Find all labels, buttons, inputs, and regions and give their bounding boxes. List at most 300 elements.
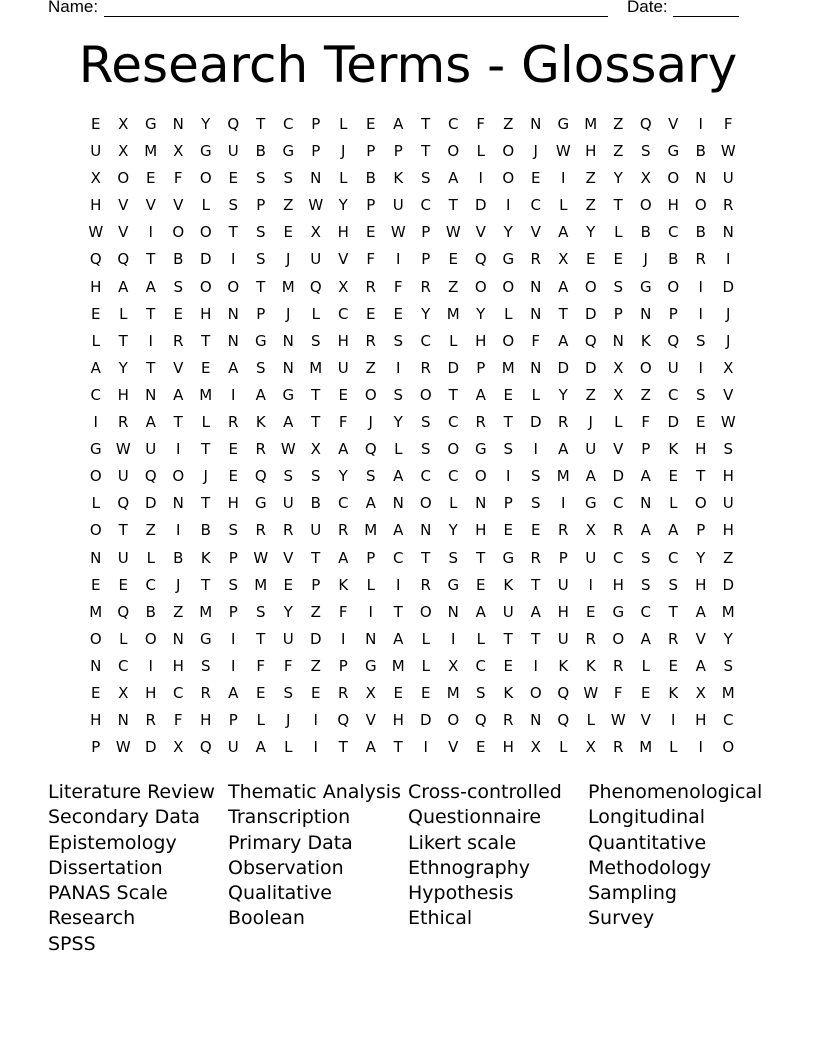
grid-letter[interactable]: Q <box>474 250 487 269</box>
grid-letter[interactable]: L <box>421 629 430 648</box>
grid-letter[interactable]: T <box>311 385 321 404</box>
grid-letter[interactable]: O <box>667 169 680 188</box>
grid-letter[interactable]: V <box>365 711 376 730</box>
grid-letter[interactable]: Q <box>639 115 652 133</box>
grid-letter[interactable]: D <box>419 711 432 730</box>
grid-letter[interactable]: S <box>228 521 239 540</box>
grid-letter[interactable]: G <box>612 602 625 621</box>
grid-letter[interactable]: E <box>503 521 513 540</box>
grid-letter[interactable]: T <box>503 413 513 432</box>
grid-letter[interactable]: K <box>558 656 569 675</box>
grid-letter[interactable]: C <box>448 467 459 486</box>
grid-letter[interactable]: E <box>696 413 706 432</box>
grid-letter[interactable]: S <box>420 169 431 188</box>
grid-letter[interactable]: M <box>309 358 323 377</box>
grid-letter[interactable]: I <box>506 467 511 486</box>
grid-letter[interactable]: T <box>256 115 266 133</box>
grid-letter[interactable]: G <box>199 142 212 161</box>
grid-letter[interactable]: L <box>586 711 595 730</box>
grid-letter[interactable]: O <box>502 142 515 161</box>
grid-letter[interactable]: G <box>502 250 515 269</box>
grid-letter[interactable]: V <box>723 385 734 404</box>
grid-letter[interactable]: I <box>148 223 153 242</box>
grid-letter[interactable]: T <box>146 304 156 323</box>
grid-letter[interactable]: N <box>640 304 652 323</box>
grid-letter[interactable]: Q <box>667 331 680 350</box>
grid-letter[interactable]: N <box>447 602 459 621</box>
grid-letter[interactable]: E <box>118 575 128 594</box>
grid-letter[interactable]: U <box>557 575 569 594</box>
grid-letter[interactable]: E <box>476 738 486 757</box>
grid-letter[interactable]: V <box>118 223 129 242</box>
grid-letter[interactable]: U <box>117 467 129 486</box>
grid-letter[interactable]: W <box>88 223 104 242</box>
grid-letter[interactable]: R <box>420 358 431 377</box>
grid-letter[interactable]: A <box>640 467 651 486</box>
grid-letter[interactable]: R <box>255 440 266 459</box>
grid-letter[interactable]: I <box>506 196 511 215</box>
grid-letter[interactable]: X <box>723 358 734 377</box>
grid-letter[interactable]: I <box>478 169 483 188</box>
grid-letter[interactable]: S <box>310 467 321 486</box>
grid-letter[interactable]: M <box>446 683 460 702</box>
grid-letter[interactable]: O <box>639 196 652 215</box>
grid-letter[interactable]: S <box>255 169 266 188</box>
grid-letter[interactable]: P <box>228 711 238 730</box>
grid-letter[interactable]: I <box>231 656 236 675</box>
grid-letter[interactable]: R <box>365 331 376 350</box>
grid-letter[interactable]: J <box>286 304 291 323</box>
grid-letter[interactable]: A <box>640 629 651 648</box>
grid-letter[interactable]: T <box>228 223 238 242</box>
grid-letter[interactable]: C <box>448 413 459 432</box>
grid-letter[interactable]: Y <box>503 223 513 242</box>
grid-letter[interactable]: I <box>93 413 98 432</box>
grid-letter[interactable]: N <box>722 223 734 242</box>
grid-letter[interactable]: A <box>393 115 404 133</box>
grid-letter[interactable]: G <box>584 494 597 513</box>
grid-letter[interactable]: V <box>118 196 129 215</box>
grid-letter[interactable]: D <box>722 575 735 594</box>
grid-letter[interactable]: K <box>393 169 404 188</box>
grid-letter[interactable]: W <box>115 738 131 757</box>
grid-letter[interactable]: H <box>200 711 212 730</box>
grid-letter[interactable]: H <box>337 223 349 242</box>
grid-letter[interactable]: O <box>199 223 212 242</box>
grid-letter[interactable]: R <box>558 413 569 432</box>
grid-letter[interactable]: D <box>584 304 597 323</box>
grid-letter[interactable]: G <box>282 142 295 161</box>
grid-letter[interactable]: M <box>556 467 570 486</box>
grid-letter[interactable]: O <box>199 277 212 296</box>
grid-letter[interactable]: T <box>256 277 266 296</box>
grid-letter[interactable]: Z <box>448 277 459 296</box>
grid-letter[interactable]: K <box>668 683 679 702</box>
grid-letter[interactable]: X <box>640 169 651 188</box>
grid-letter[interactable]: N <box>117 711 129 730</box>
grid-letter[interactable]: H <box>502 738 514 757</box>
name-blank-line[interactable] <box>104 16 608 17</box>
grid-letter[interactable]: G <box>557 115 570 133</box>
grid-letter[interactable]: T <box>448 385 458 404</box>
grid-letter[interactable]: L <box>449 331 458 350</box>
grid-letter[interactable]: T <box>558 304 568 323</box>
grid-letter[interactable]: L <box>641 656 650 675</box>
grid-letter[interactable]: T <box>393 602 403 621</box>
grid-letter[interactable]: K <box>200 548 211 567</box>
grid-letter[interactable]: Q <box>337 711 350 730</box>
grid-letter[interactable]: X <box>118 115 129 133</box>
grid-letter[interactable]: S <box>255 250 266 269</box>
grid-letter[interactable]: Z <box>585 385 596 404</box>
grid-letter[interactable]: S <box>283 683 294 702</box>
grid-letter[interactable]: X <box>118 142 129 161</box>
date-blank-line[interactable] <box>673 16 739 17</box>
grid-letter[interactable]: I <box>396 250 401 269</box>
grid-letter[interactable]: U <box>310 521 322 540</box>
grid-letter[interactable]: U <box>502 602 514 621</box>
grid-letter[interactable]: I <box>396 575 401 594</box>
grid-letter[interactable]: K <box>585 656 596 675</box>
grid-letter[interactable]: Y <box>338 467 348 486</box>
grid-letter[interactable]: T <box>201 440 211 459</box>
grid-letter[interactable]: A <box>255 738 266 757</box>
grid-letter[interactable]: Q <box>227 115 240 133</box>
grid-letter[interactable]: D <box>309 629 322 648</box>
grid-letter[interactable]: H <box>117 385 129 404</box>
grid-letter[interactable]: S <box>613 277 624 296</box>
grid-letter[interactable]: N <box>90 548 102 567</box>
grid-letter[interactable]: F <box>393 277 403 296</box>
grid-letter[interactable]: J <box>176 575 181 594</box>
grid-letter[interactable]: E <box>91 683 101 702</box>
grid-letter[interactable]: S <box>365 467 376 486</box>
grid-letter[interactable]: R <box>283 521 294 540</box>
grid-letter[interactable]: N <box>392 494 404 513</box>
grid-letter[interactable]: C <box>338 494 349 513</box>
grid-letter[interactable]: B <box>173 548 184 567</box>
grid-letter[interactable]: T <box>393 738 403 757</box>
grid-letter[interactable]: X <box>558 250 569 269</box>
grid-letter[interactable]: U <box>227 142 239 161</box>
grid-letter[interactable]: I <box>231 385 236 404</box>
grid-letter[interactable]: Q <box>557 683 570 702</box>
grid-letter[interactable]: G <box>282 385 295 404</box>
grid-letter[interactable]: M <box>721 602 735 621</box>
grid-letter[interactable]: G <box>89 440 102 459</box>
grid-letter[interactable]: C <box>420 331 431 350</box>
grid-letter[interactable]: P <box>476 358 486 377</box>
grid-letter[interactable]: E <box>586 250 596 269</box>
grid-letter[interactable]: E <box>228 440 238 459</box>
grid-letter[interactable]: D <box>612 467 625 486</box>
grid-letter[interactable]: E <box>311 683 321 702</box>
grid-letter[interactable]: Z <box>310 602 321 621</box>
grid-letter[interactable]: H <box>722 467 734 486</box>
grid-letter[interactable]: B <box>695 142 706 161</box>
grid-letter[interactable]: E <box>91 575 101 594</box>
grid-letter[interactable]: Q <box>199 738 212 757</box>
grid-letter[interactable]: O <box>227 277 240 296</box>
grid-letter[interactable]: B <box>668 250 679 269</box>
grid-letter[interactable]: F <box>173 711 183 730</box>
grid-letter[interactable]: W <box>445 223 461 242</box>
grid-letter[interactable]: W <box>720 413 736 432</box>
grid-letter[interactable]: O <box>89 521 102 540</box>
grid-letter[interactable]: P <box>393 142 403 161</box>
grid-letter[interactable]: O <box>89 629 102 648</box>
grid-letter[interactable]: R <box>695 250 706 269</box>
grid-letter[interactable]: Y <box>118 358 128 377</box>
grid-letter[interactable]: R <box>613 738 624 757</box>
grid-letter[interactable]: G <box>254 494 267 513</box>
grid-letter[interactable]: U <box>722 494 734 513</box>
grid-letter[interactable]: L <box>669 494 678 513</box>
grid-letter[interactable]: I <box>671 711 676 730</box>
grid-letter[interactable]: Y <box>448 521 458 540</box>
grid-letter[interactable]: R <box>173 331 184 350</box>
grid-letter[interactable]: O <box>447 440 460 459</box>
grid-letter[interactable]: W <box>555 142 571 161</box>
grid-letter[interactable]: D <box>474 196 487 215</box>
grid-letter[interactable]: A <box>365 494 376 513</box>
grid-letter[interactable]: J <box>588 413 593 432</box>
grid-letter[interactable]: S <box>420 413 431 432</box>
grid-letter[interactable]: L <box>311 304 320 323</box>
grid-letter[interactable]: D <box>447 358 460 377</box>
grid-letter[interactable]: C <box>393 548 404 567</box>
grid-letter[interactable]: W <box>253 548 269 567</box>
grid-letter[interactable]: L <box>119 304 128 323</box>
grid-letter[interactable]: O <box>502 277 515 296</box>
grid-letter[interactable]: V <box>283 548 294 567</box>
grid-letter[interactable]: X <box>585 521 596 540</box>
grid-letter[interactable]: N <box>640 494 652 513</box>
grid-letter[interactable]: X <box>338 277 349 296</box>
grid-letter[interactable]: P <box>256 304 266 323</box>
grid-letter[interactable]: V <box>668 115 679 133</box>
grid-letter[interactable]: I <box>231 250 236 269</box>
grid-letter[interactable]: R <box>613 521 624 540</box>
grid-letter[interactable]: T <box>476 548 486 567</box>
grid-letter[interactable]: P <box>91 738 101 757</box>
grid-letter[interactable]: N <box>612 331 624 350</box>
grid-letter[interactable]: S <box>530 494 541 513</box>
grid-letter[interactable]: Y <box>696 548 706 567</box>
grid-letter[interactable]: G <box>199 629 212 648</box>
grid-letter[interactable]: A <box>393 629 404 648</box>
grid-letter[interactable]: P <box>503 494 513 513</box>
grid-letter[interactable]: F <box>613 683 623 702</box>
grid-letter[interactable]: P <box>696 521 706 540</box>
grid-letter[interactable]: A <box>585 467 596 486</box>
grid-letter[interactable]: O <box>447 142 460 161</box>
grid-letter[interactable]: Q <box>144 467 157 486</box>
grid-letter[interactable]: U <box>282 494 294 513</box>
grid-letter[interactable]: L <box>91 331 100 350</box>
grid-letter[interactable]: S <box>668 575 679 594</box>
grid-letter[interactable]: E <box>256 683 266 702</box>
grid-letter[interactable]: T <box>613 196 623 215</box>
grid-letter[interactable]: E <box>421 683 431 702</box>
grid-letter[interactable]: S <box>283 467 294 486</box>
grid-letter[interactable]: W <box>583 683 599 702</box>
grid-letter[interactable]: I <box>341 629 346 648</box>
grid-letter[interactable]: S <box>448 548 459 567</box>
grid-letter[interactable]: E <box>503 656 513 675</box>
grid-letter[interactable]: E <box>503 385 513 404</box>
grid-letter[interactable]: N <box>530 711 542 730</box>
grid-letter[interactable]: I <box>368 602 373 621</box>
grid-letter[interactable]: D <box>144 738 157 757</box>
grid-letter[interactable]: P <box>256 196 266 215</box>
grid-letter[interactable]: L <box>531 385 540 404</box>
grid-letter[interactable]: E <box>586 602 596 621</box>
grid-letter[interactable]: C <box>668 223 679 242</box>
grid-letter[interactable]: I <box>588 575 593 594</box>
grid-letter[interactable]: M <box>584 115 598 133</box>
grid-letter[interactable]: M <box>391 656 405 675</box>
grid-letter[interactable]: J <box>368 413 373 432</box>
grid-letter[interactable]: I <box>698 277 703 296</box>
grid-letter[interactable]: N <box>310 169 322 188</box>
grid-letter[interactable]: C <box>613 548 624 567</box>
grid-letter[interactable]: X <box>695 683 706 702</box>
grid-letter[interactable]: U <box>145 440 157 459</box>
grid-letter[interactable]: R <box>585 629 596 648</box>
grid-letter[interactable]: E <box>283 223 293 242</box>
grid-letter[interactable]: M <box>144 142 158 161</box>
grid-letter[interactable]: G <box>364 656 377 675</box>
grid-letter[interactable]: G <box>254 331 267 350</box>
grid-letter[interactable]: I <box>313 738 318 757</box>
grid-letter[interactable]: Q <box>557 711 570 730</box>
grid-letter[interactable]: E <box>531 521 541 540</box>
grid-letter[interactable]: A <box>283 413 294 432</box>
grid-letter[interactable]: F <box>723 115 733 133</box>
grid-letter[interactable]: I <box>698 115 703 133</box>
grid-letter[interactable]: P <box>228 548 238 567</box>
grid-letter[interactable]: C <box>668 548 679 567</box>
grid-letter[interactable]: S <box>723 656 734 675</box>
grid-letter[interactable]: F <box>338 602 348 621</box>
grid-letter[interactable]: N <box>227 304 239 323</box>
grid-letter[interactable]: I <box>176 521 181 540</box>
grid-letter[interactable]: X <box>530 738 541 757</box>
grid-letter[interactable]: W <box>390 223 406 242</box>
grid-letter[interactable]: C <box>723 711 734 730</box>
grid-letter[interactable]: H <box>667 196 679 215</box>
grid-letter[interactable]: U <box>337 358 349 377</box>
grid-letter[interactable]: H <box>557 602 569 621</box>
grid-letter[interactable]: C <box>475 656 486 675</box>
grid-letter[interactable]: M <box>199 385 213 404</box>
grid-letter[interactable]: J <box>643 250 648 269</box>
grid-letter[interactable]: S <box>640 548 651 567</box>
grid-letter[interactable]: E <box>668 656 678 675</box>
grid-letter[interactable]: E <box>613 250 623 269</box>
grid-letter[interactable]: P <box>613 304 623 323</box>
grid-letter[interactable]: L <box>366 575 375 594</box>
grid-letter[interactable]: O <box>172 467 185 486</box>
grid-letter[interactable]: I <box>561 494 566 513</box>
grid-letter[interactable]: S <box>723 440 734 459</box>
grid-letter[interactable]: Z <box>585 196 596 215</box>
grid-letter[interactable]: E <box>531 169 541 188</box>
grid-letter[interactable]: M <box>639 738 653 757</box>
grid-letter[interactable]: P <box>421 223 431 242</box>
grid-letter[interactable]: P <box>641 440 651 459</box>
grid-letter[interactable]: P <box>228 602 238 621</box>
grid-letter[interactable]: A <box>228 683 239 702</box>
grid-letter[interactable]: T <box>311 413 321 432</box>
grid-letter[interactable]: E <box>228 169 238 188</box>
grid-letter[interactable]: S <box>255 223 266 242</box>
grid-letter[interactable]: Q <box>89 250 102 269</box>
grid-letter[interactable]: Q <box>364 440 377 459</box>
grid-letter[interactable]: U <box>90 142 102 161</box>
grid-letter[interactable]: W <box>280 440 296 459</box>
grid-letter[interactable]: P <box>311 142 321 161</box>
grid-letter[interactable]: R <box>530 548 541 567</box>
grid-letter[interactable]: R <box>613 656 624 675</box>
grid-letter[interactable]: U <box>585 548 597 567</box>
grid-letter[interactable]: O <box>502 169 515 188</box>
grid-letter[interactable]: L <box>256 711 265 730</box>
grid-letter[interactable]: R <box>420 277 431 296</box>
grid-letter[interactable]: D <box>722 277 735 296</box>
grid-letter[interactable]: N <box>90 656 102 675</box>
grid-letter[interactable]: O <box>419 385 432 404</box>
grid-letter[interactable]: A <box>338 548 349 567</box>
grid-letter[interactable]: I <box>533 656 538 675</box>
grid-letter[interactable]: M <box>446 304 460 323</box>
grid-letter[interactable]: C <box>668 385 679 404</box>
grid-letter[interactable]: R <box>200 683 211 702</box>
grid-letter[interactable]: E <box>283 575 293 594</box>
grid-letter[interactable]: A <box>90 358 101 377</box>
grid-letter[interactable]: U <box>117 548 129 567</box>
grid-letter[interactable]: V <box>173 358 184 377</box>
grid-letter[interactable]: A <box>475 385 486 404</box>
grid-letter[interactable]: T <box>201 575 211 594</box>
grid-letter[interactable]: F <box>256 656 266 675</box>
grid-letter[interactable]: W <box>115 440 131 459</box>
grid-letter[interactable]: V <box>338 250 349 269</box>
grid-letter[interactable]: L <box>476 629 485 648</box>
grid-letter[interactable]: L <box>614 223 623 242</box>
grid-letter[interactable]: T <box>668 602 678 621</box>
grid-letter[interactable]: T <box>146 250 156 269</box>
grid-letter[interactable]: E <box>173 304 183 323</box>
grid-letter[interactable]: U <box>722 169 734 188</box>
grid-letter[interactable]: R <box>338 683 349 702</box>
grid-letter[interactable]: L <box>421 656 430 675</box>
grid-letter[interactable]: Z <box>723 548 734 567</box>
grid-letter[interactable]: J <box>726 304 731 323</box>
grid-letter[interactable]: H <box>172 656 184 675</box>
grid-letter[interactable]: E <box>201 358 211 377</box>
grid-letter[interactable]: L <box>559 196 568 215</box>
grid-letter[interactable]: N <box>172 494 184 513</box>
grid-letter[interactable]: L <box>449 494 458 513</box>
grid-letter[interactable]: X <box>310 223 321 242</box>
grid-letter[interactable]: J <box>533 142 538 161</box>
grid-letter[interactable]: N <box>172 115 184 133</box>
grid-letter[interactable]: X <box>90 169 101 188</box>
grid-letter[interactable]: S <box>640 142 651 161</box>
grid-letter[interactable]: S <box>173 277 184 296</box>
